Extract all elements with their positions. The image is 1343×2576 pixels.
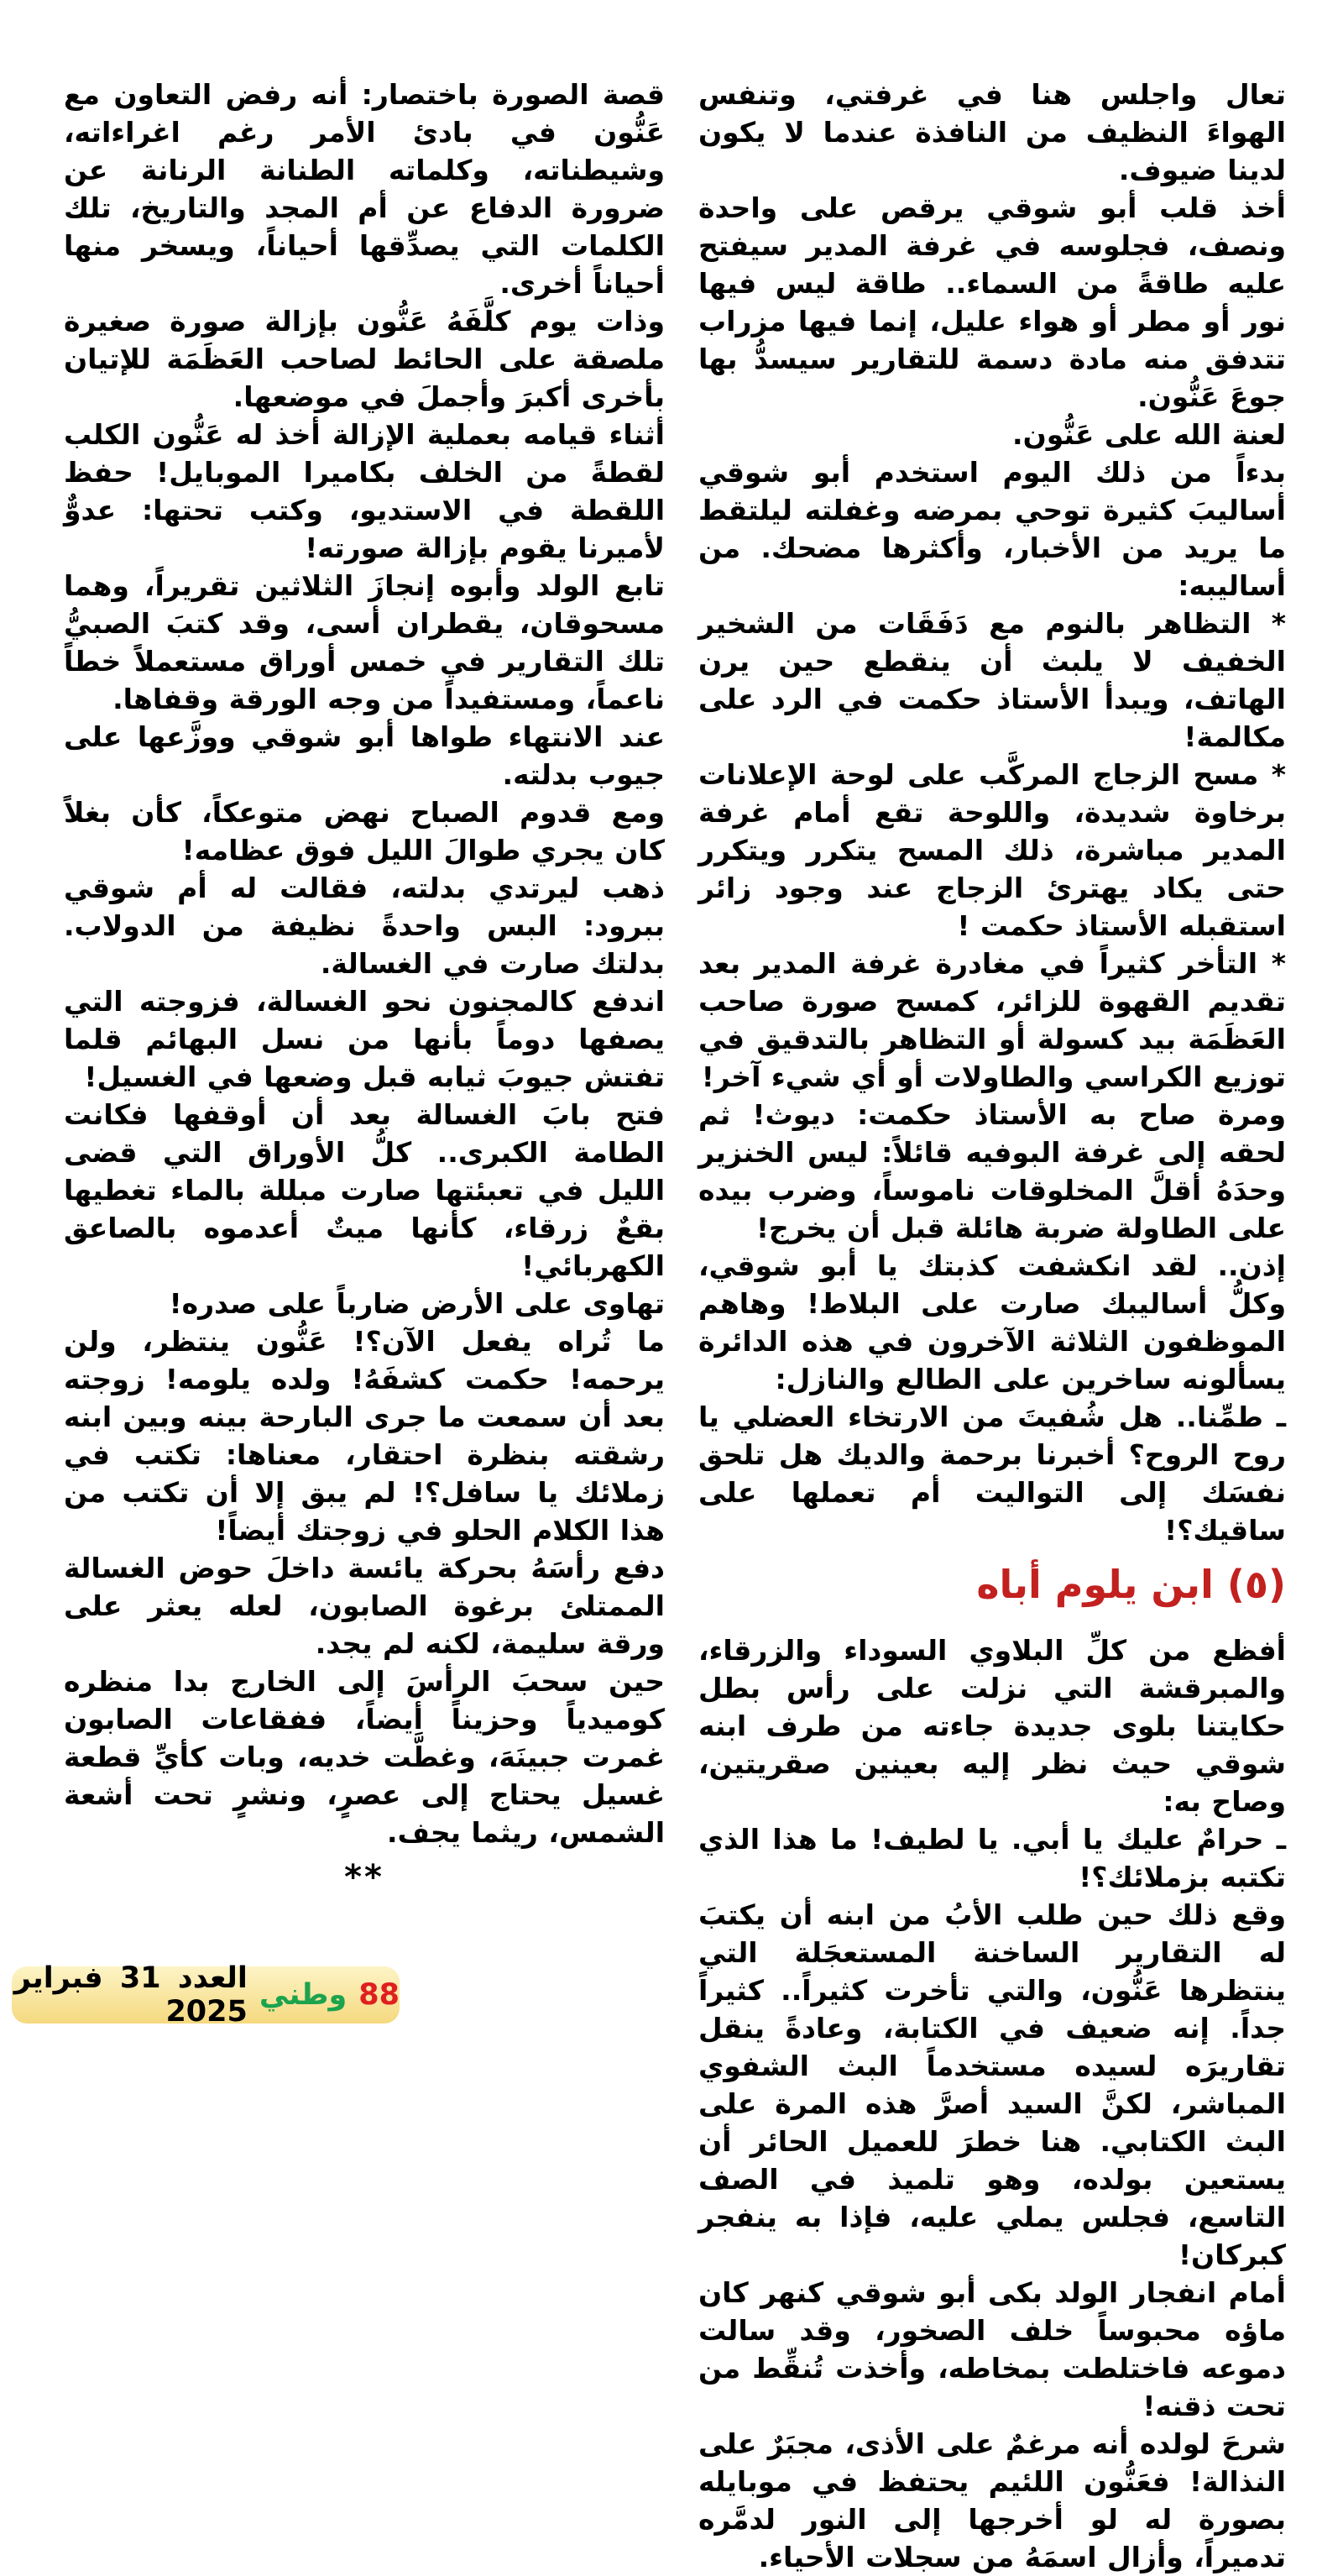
paragraph: ومع قدوم الصباح نهض متوعكاً، كأن بغلاً كان يجري طوالَ الليل فوق عظامه! — [64, 796, 665, 867]
paragraph: أثناء قيامه بعملية الإزالة أخذ له عَنُّون الكلب لقطةً من الخلف بكاميرا الموبايل! حفظ اللقطة في الاستديو، وكتب تحتها: عدوٌّ لأميرنا يقوم بإزالة صورته! — [64, 418, 665, 564]
paragraph: أفظع من كلِّ البلاوي السوداء والزرقاء، والمبرقشة التي نزلت على رأس بطل حكايتنا بلوى جديدة جاءته من طرف ابنه شوقي حيث نظر إليه بعينين صقريتين، وصاح به: — [698, 1634, 1286, 1818]
paragraph: بدءاً من ذلك اليوم استخدم أبو شوقي أساليبَ كثيرة توحي بمرضه وغفلته ليلتقط ما يريد من الأخبار، وأكثرها مضحك. من أساليبه: — [698, 456, 1286, 602]
right-column — [698, 76, 1286, 2576]
paragraph: فتح بابَ الغسالة بعد أن أوقفها فكانت الطامة الكبرى.. كلُّ الأوراق التي قضى الليل في تعبئتها صارت مبللة بالماء تغطيها بقعٌ زرقاء، كأنها ميتٌ أعدموه بالصاعق الكهربائي! — [64, 1098, 665, 1282]
paragraph: اندفع كالمجنون نحو الغسالة، فزوجته التي يصفها دوماً بأنها من نسل البهائم قلما تفتش جيوبَ ثيابه قبل وضعها في الغسيل! — [64, 985, 665, 1093]
paragraph: عند الانتهاء طواها أبو شوقي ووزَّعها على جيوب بدلته. — [64, 720, 665, 791]
paragraph: أمام انفجار الولد بكى أبو شوقي كنهر كان ماؤه محبوساً خلف الصخور، وقد سالت دموعه فاختلطت بمخاطه، وأخذت تُنقِّط من تحت ذقنه! — [698, 2276, 1286, 2422]
footer-issue-info: العدد 31 فبراير 2025 — [13, 1961, 248, 2029]
paragraph: ما تُراه يفعل الآن؟! عَنُّون ينتظر، ولن يرحمه! حكمت كشفَهُ! ولده يلومه! زوجته بعد أن سمعت ما جرى البارحة بينه وبين ابنه رشقته بنظرة احتقار، معناها: تكتب في زملائك يا سافل؟! لم يبق إلا أن تكتب من هذا الكلام الحلو في زوجتك أيضاً! — [64, 1325, 665, 1547]
paragraph: * التأخر كثيراً في مغادرة غرفة المدير بعد تقديم القهوة للزائر، كمسح صورة صاحب العَظَمَة بيد كسولة أو التظاهر بالتدقيق في توزيع الكراسي والطاولات أو أي شيء آخر! — [698, 947, 1286, 1093]
section-end-asterisks: ** — [344, 1858, 384, 1897]
left-column — [64, 76, 665, 2576]
paragraph: إذن.. لقد انكشفت كذبتك يا أبو شوقي، وكلُّ أساليبك صارت على البلاط! وهاهم الموظفون الثلاثة الآخرون في هذه الدائرة يسألونه ساخرين على الطالع والنازل: — [698, 1249, 1286, 1395]
paragraph: ومرة صاح به الأستاذ حكمت: ديوث! ثم لحقه إلى غرفة البوفيه قائلاً: ليس الخنزير وحدَهُ أقلَّ المخلوقات ناموساً، وضرب بيده على الطاولة ضربة هائلة قبل أن يخرج! — [698, 1098, 1286, 1244]
footer-issue-pill — [12, 1961, 400, 2029]
footer-page-number: 88 — [358, 1978, 400, 2012]
paragraph: ـ طمِّنا.. هل شُفيتَ من الارتخاء العضلي يا روح الروح؟ أخبرنا برحمة والديك هل تلحق نفسَك إلى التواليت أم تعملها على ساقيك؟! — [698, 1401, 1286, 1547]
paragraph: ذهب ليرتدي بدلته، فقالت له أم شوقي ببرود: البس واحدةً نظيفة من الدولاب. بدلتك صارت في الغسالة. — [64, 872, 665, 980]
right-column-top-paragraphs — [698, 76, 1286, 1549]
right-column-bottom-paragraphs — [698, 1631, 1286, 2576]
left-column-paragraphs — [64, 76, 665, 1851]
paragraph: تعال واجلس هنا في غرفتي، وتنفس الهواءَ النظيف من النافذة عندما لا يكون لدينا ضيوف. — [698, 78, 1286, 186]
paragraph: وذات يوم كلَّفَهُ عَنُّون بإزالة صورة صغيرة ملصقة على الحائط لصاحب العَظَمَة للإتيان بأخرى أكبرَ وأجملَ في موضعها. — [64, 305, 665, 413]
paragraph: تابع الولد وأبوه إنجازَ الثلاثين تقريراً، وهما مسحوقان، يقطران أسى، وقد كتبَ الصبيُّ تلك التقارير في خمس أوراق مستعملاً خطاً ناعماً، ومستفيداً من وجه الورقة وقفاها. — [64, 569, 665, 715]
paragraph: شرحَ لولده أنه مرغمٌ على الأذى، مجبَرٌ على النذالة! فعَنُّون اللئيم يحتفظ في موبايله بصورة له لو أخرجها إلى النور لدمَّره تدميراً، وأزال اسمَهُ من سجلات الأحياء. — [698, 2427, 1286, 2573]
paragraph: * مسح الزجاج المركَّب على لوحة الإعلانات برخاوة شديدة، واللوحة تقع أمام غرفة المدير مباشرة، ذلك المسح يتكرر ويتكرر حتى يكاد يهترئ الزجاج عند وجود زائر استقبله الأستاذ حكمت ! — [698, 758, 1286, 942]
paragraph: وقع ذلك حين طلب الأبُ من ابنه أن يكتبَ له التقارير الساخنة المستعجَلة التي ينتظرها عَنُّون، والتي تأخرت كثيراً.. كثيراً جداً. إنه ضعيف في الكتابة، وعادةً ينقل تقاريرَه لسيده مستخدماً البث الشفوي المباشر، لكنَّ السيد أصرَّ هذه المرة على البث الكتابي. هنا خطرَ للعميل الحائر أن يستعين بولده، وهو تلميذ في الصف التاسع، فجلس يملي عليه، فإذا به ينفجر كبركان! — [698, 1898, 1286, 2271]
paragraph: حين سحبَ الرأسَ إلى الخارج بدا منظره كوميدياً وحزيناً أيضاً، ففقاعات الصابون غمرت جبينَهَ، وغطَّت خديه، وبات كأيِّ قطعة غسيل يحتاج إلى عصرٍ، ونشرٍ تحت أشعة الشمس، ريثما يجف. — [64, 1665, 665, 1849]
paragraph: دفع رأسَهُ بحركة يائسة داخلَ حوض الغسالة الممتلئ برغوة الصابون، لعله يعثر على ورقة سليمة، لكنه لم يجد. — [64, 1552, 665, 1660]
paragraph: أخذ قلب أبو شوقي يرقص على واحدة ونصف، فجلوسه في غرفة المدير سيفتح عليه طاقةً من السماء.. طاقة ليس فيها نور أو مطر أو هواء عليل، إنما فيها مزراب تتدفق منه مادة دسمة للتقارير سيسدُّ بها جوعَ عَنُّون. — [698, 191, 1286, 413]
paragraph: ـ حرامٌ عليك يا أبي. يا لطيف! ما هذا الذي تكتبه بزملائك؟! — [698, 1823, 1286, 1893]
section-heading: (٥) ابن يلوم أباه — [976, 1562, 1286, 1607]
footer-magazine-name: وطني — [259, 1978, 348, 2012]
paragraph: لعنة الله على عَنُّون. — [1012, 418, 1286, 451]
paragraph: * التظاهر بالنوم مع دَفَقَات من الشخير الخفيف لا يلبث أن ينقطع حين يرن الهاتف، ويبدأ الأستاذ حكمت في الرد على مكالمة! — [698, 607, 1286, 753]
paragraph: تهاوى على الأرض ضارباً على صدره! — [169, 1287, 665, 1320]
paragraph: قصة الصورة باختصار: أنه رفض التعاون مع عَنُّون في بادئ الأمر رغم اغراءاته، وشيطناته، وكلماته الطنانة الرنانة عن ضرورة الدفاع عن أم المجد والتاريخ، تلك الكلمات التي يصدِّقها أحياناً، ويسخر منها أحياناً أخرى. — [64, 78, 665, 300]
